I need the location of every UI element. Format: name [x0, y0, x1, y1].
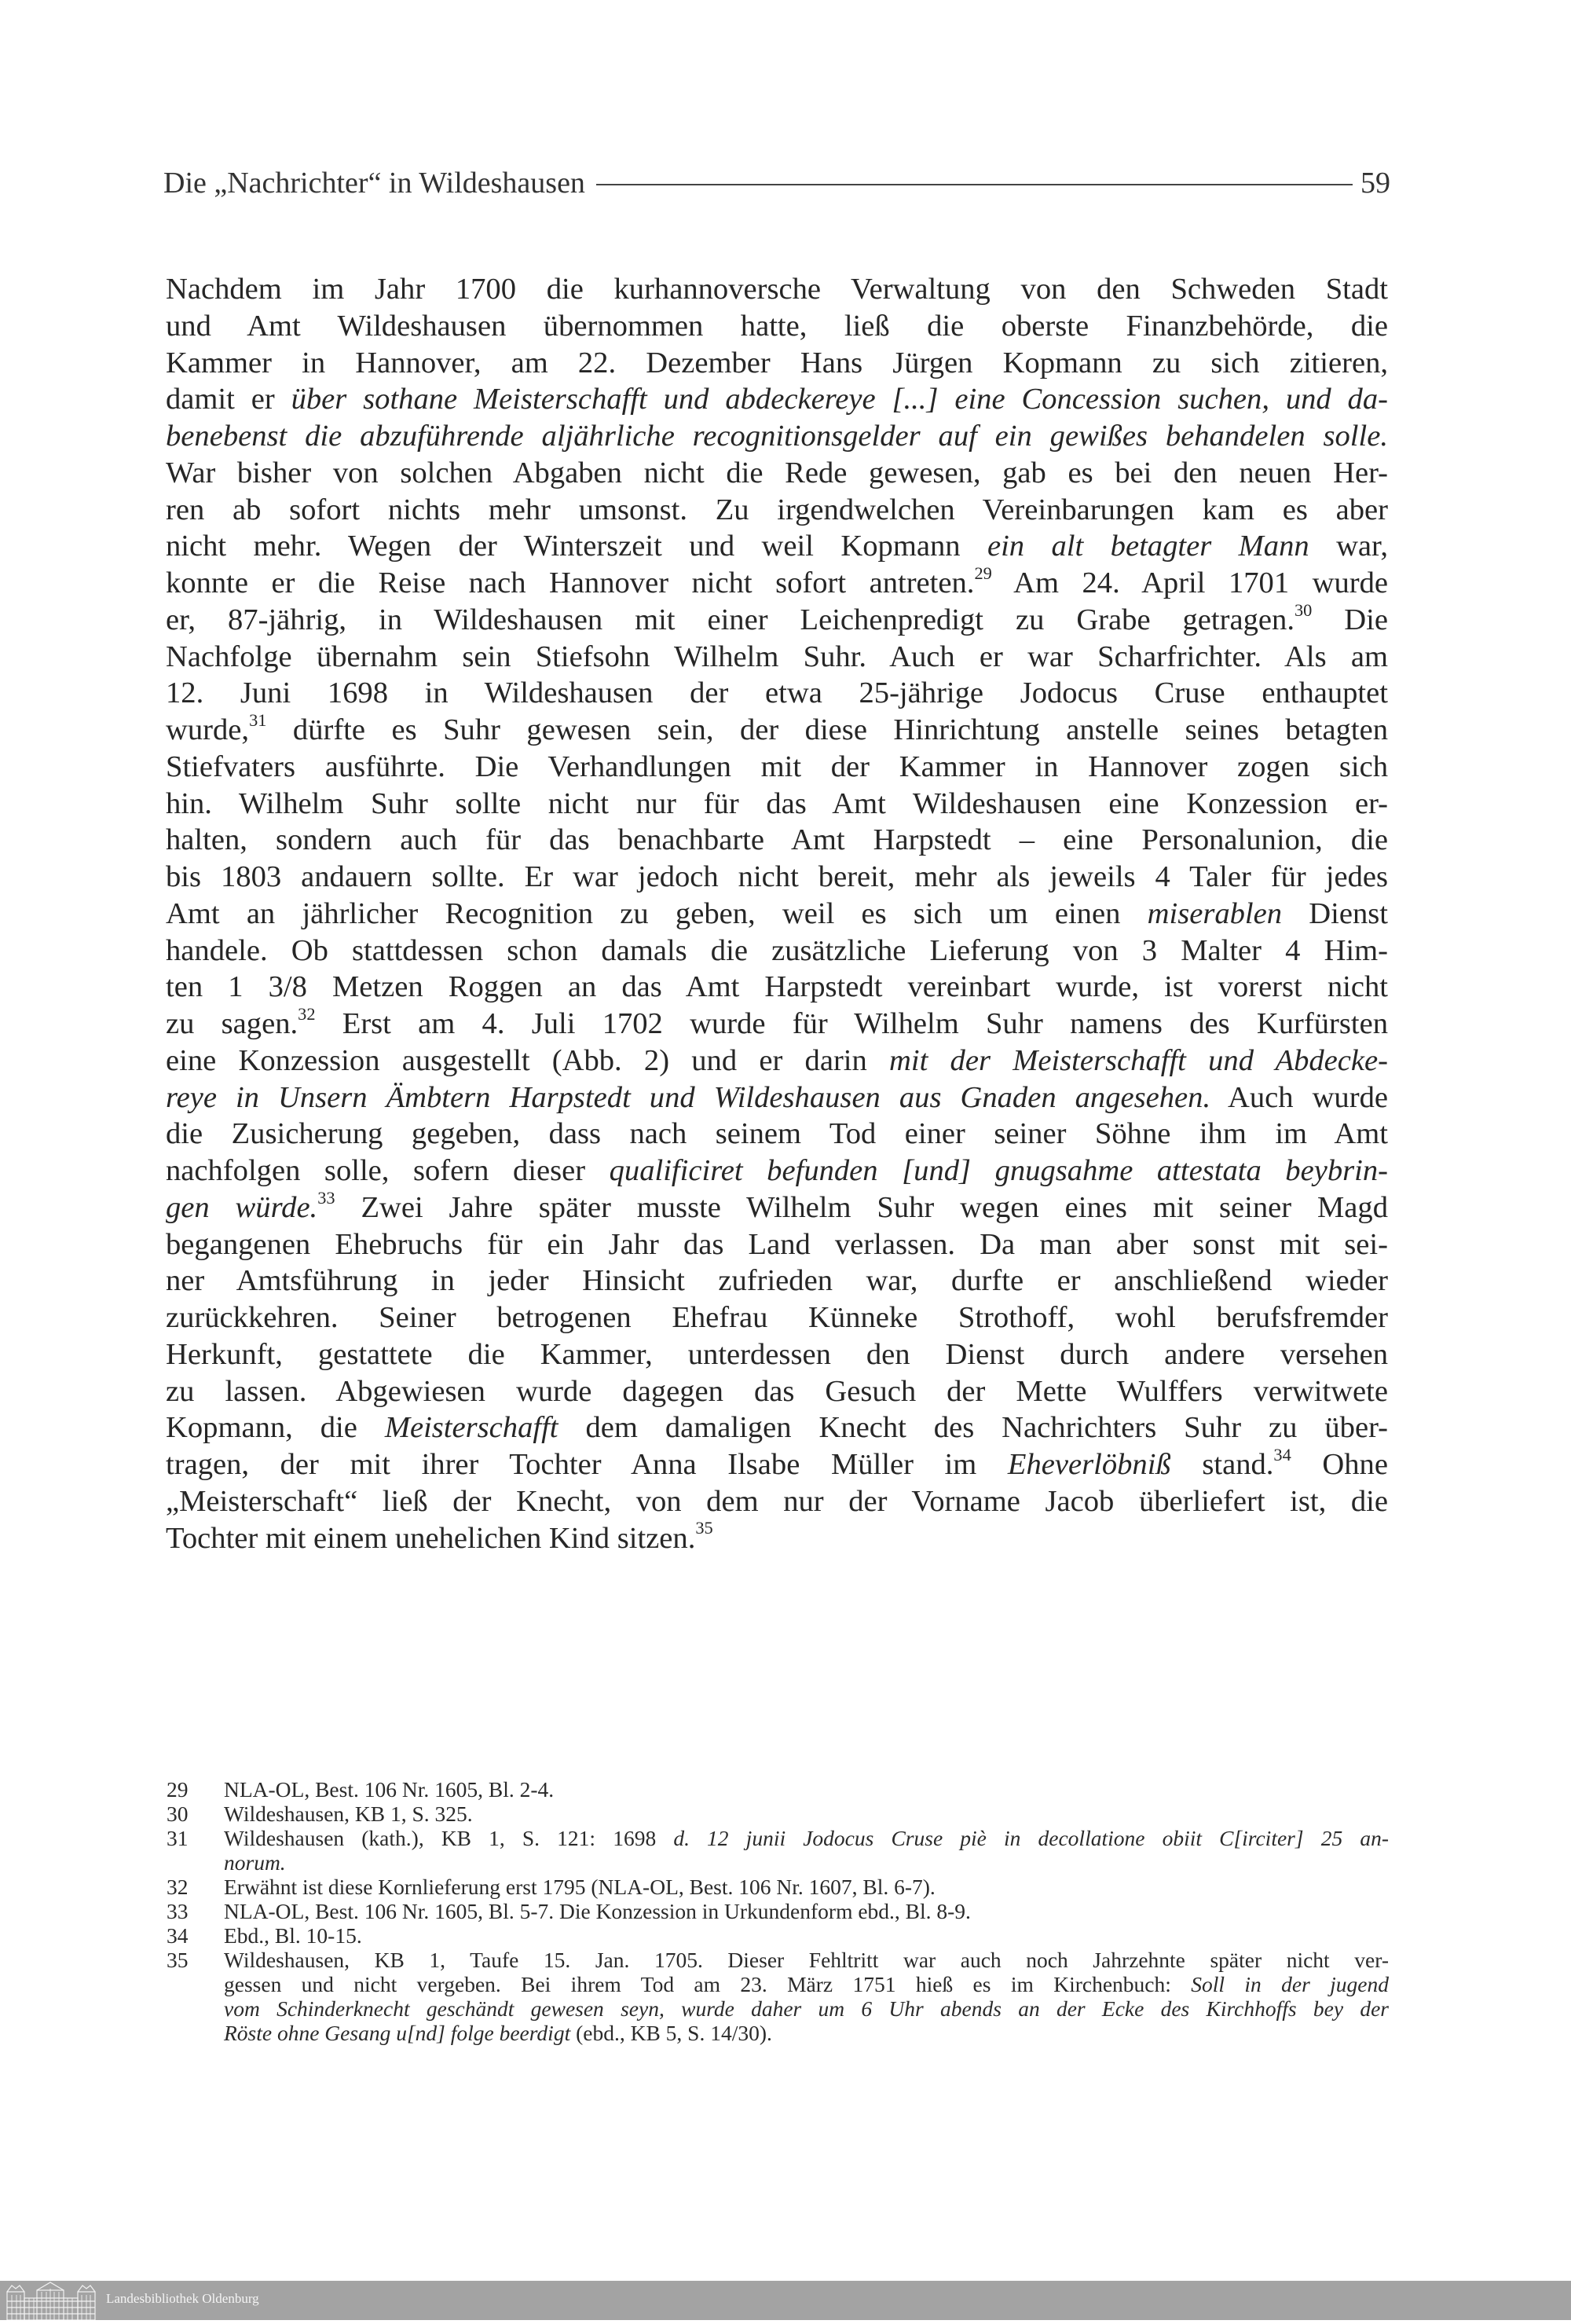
italic-quotation: miserablen [1147, 896, 1283, 930]
italic-quotation: vom Schinderknecht geschändt gewesen seyn, wurde daher um 6 Uhr abends an der Ecke des Kirchhoffs bey der [224, 1996, 1389, 2021]
text-run: Ebd., Bl. 10-15. [224, 1923, 362, 1948]
text-run: NLA-OL, Best. 106 Nr. 1605, Bl. 2-4. [224, 1777, 555, 1802]
footnote-line [224, 1875, 1389, 1899]
text-run: er, 87-jährig, in Wildeshausen mit einer Leichenpredigt zu Grabe getragen. [166, 603, 1295, 636]
text-run: dem damaligen Knecht des Nachrichters Suhr zu über- [558, 1411, 1388, 1445]
footnote-text [224, 1802, 1389, 1826]
footnote-32 [167, 1875, 1389, 1899]
footnotes [167, 1777, 1389, 2045]
text-run: 12. Juni 1698 in Wildeshausen der etwa 25-jährige Jodocus Cruse enthauptet [166, 676, 1388, 710]
running-head [163, 163, 1390, 203]
body-line [166, 1003, 1388, 1043]
footnote-line [224, 1972, 1389, 1996]
text-run: stand. [1170, 1448, 1274, 1481]
body-line [166, 1226, 1388, 1263]
footnote-text [224, 1875, 1389, 1899]
text-run: Stiefvaters ausführte. Die Verhandlungen mit der Kammer in Hannover zogen sich [166, 750, 1388, 783]
body-line [166, 271, 1388, 308]
footnote-number: 34 [167, 1923, 189, 1948]
footnote-text [224, 1948, 1389, 2045]
body-line [166, 1336, 1388, 1373]
footnote-reference: 35 [695, 1518, 713, 1538]
text-run: Wildeshausen, KB 1, Taufe 15. Jan. 1705. Dieser Fehltritt war auch noch Jahrzehnte später nicht ver- [224, 1948, 1389, 1972]
body-line [166, 308, 1388, 345]
footnote-number: 35 [167, 1948, 189, 1972]
body-line [166, 896, 1388, 933]
footnote-line [224, 1850, 1389, 1875]
footnote-line [224, 1996, 1389, 2021]
footnote-30 [167, 1802, 1389, 1826]
body-line [166, 418, 1388, 455]
text-run: Dienst [1282, 896, 1388, 930]
text-run: NLA-OL, Best. 106 Nr. 1605, Bl. 5-7. Die Konzession in Urkundenform ebd., Bl. 8-9. [224, 1899, 971, 1923]
body-line [166, 786, 1388, 823]
footnote-line [224, 1802, 1389, 1826]
italic-quotation: Meisterschafft [384, 1411, 558, 1445]
body-line [166, 1483, 1388, 1520]
footnote-reference: 31 [249, 709, 267, 730]
footnote-reference: 34 [1273, 1444, 1291, 1464]
text-run: Erst am 4. Juli 1702 wurde für Wilhelm Suhr namens des Kurfürsten [315, 1007, 1388, 1040]
body-line [166, 528, 1388, 565]
text-run: ren ab sofort nichts mehr umsonst. Zu irgendwelchen Vereinbarungen kam es aber [166, 493, 1388, 526]
text-run: tragen, der mit ihrer Tochter Anna Ilsabe Müller im [166, 1448, 1008, 1481]
footnote-text [224, 1923, 1389, 1948]
body-line [166, 1299, 1388, 1336]
footnote-reference: 29 [974, 563, 992, 583]
italic-quotation: qualificiret befunden [und] gnugsahme attestata beybrin- [609, 1154, 1388, 1187]
italic-quotation: über sothane Meisterschafft und abdeckereye [...] eine Concession suchen, und da- [291, 383, 1388, 416]
text-run: Ohne [1291, 1448, 1388, 1481]
footnote-text [224, 1777, 1389, 1802]
text-run: Tochter mit einem unehelichen Kind sitzen. [166, 1521, 696, 1555]
italic-quotation: Soll in der jugend [1191, 1972, 1389, 1996]
body-line [166, 455, 1388, 492]
text-run: hin. Wilhelm Suhr sollte nicht nur für das Amt Wildeshausen eine Konzession er- [166, 786, 1388, 820]
footnote-reference: 30 [1294, 599, 1313, 620]
text-run: gessen und nicht vergeben. Bei ihrem Tod am 23. März 1751 hieß es im Kirchenbuch: [224, 1972, 1192, 1996]
text-run: Nachfolge übernahm sein Stiefsohn Wilhelm Suhr. Auch er war Scharfrichter. Als am [166, 640, 1388, 673]
body-line [166, 1189, 1388, 1226]
footnote-line [224, 1948, 1389, 1972]
text-run: und Amt Wildeshausen übernommen hatte, ließ die oberste Finanzbehörde, die [166, 309, 1388, 343]
italic-quotation: mit der Meisterschafft und Abdecke- [889, 1043, 1388, 1077]
text-run: War bisher von solchen Abgaben nicht die Rede gewesen, gab es bei den neuen Her- [166, 456, 1388, 489]
body-line [166, 345, 1388, 382]
text-run: dürfte es Suhr gewesen sein, der diese Hinrichtung anstelle seines betagten [266, 713, 1388, 746]
footnote-33 [167, 1899, 1389, 1923]
text-run: Die [1312, 603, 1388, 636]
text-run: Amt an jährlicher Recognition zu geben, weil es sich um einen [166, 896, 1148, 930]
body-line [166, 1373, 1388, 1410]
text-run: Zwei Jahre später musste Wilhelm Suhr wegen eines mit seiner Magd [335, 1190, 1388, 1224]
italic-quotation: ein alt betagter Mann [987, 530, 1309, 563]
body-line [166, 1263, 1388, 1299]
footnote-number: 29 [167, 1777, 189, 1802]
footnote-line [224, 2021, 1389, 2045]
text-run: begangenen Ehebruchs für ein Jahr das Land verlassen. Da man aber sonst mit sei- [166, 1227, 1388, 1261]
text-run: Herkunft, gestattete die Kammer, unterdessen den Dienst durch andere versehen [166, 1337, 1388, 1371]
text-run: zu sagen. [166, 1007, 298, 1040]
body-line [166, 381, 1388, 418]
footnote-29 [167, 1777, 1389, 1802]
text-run: eine Konzession ausgestellt (Abb. 2) und er darin [166, 1043, 890, 1077]
text-run: damit er [166, 383, 291, 416]
footnote-31 [167, 1826, 1389, 1875]
body-line [166, 599, 1388, 639]
italic-quotation: Eheverlöbniß [1007, 1448, 1171, 1481]
footnote-number: 31 [167, 1826, 189, 1850]
body-line [166, 675, 1388, 712]
text-run: Erwähnt ist diese Kornlieferung erst 1795 (NLA-OL, Best. 106 Nr. 1607, Bl. 6-7). [224, 1875, 936, 1899]
italic-quotation: norum. [224, 1850, 286, 1875]
footnote-34 [167, 1923, 1389, 1948]
body-line [166, 1043, 1388, 1080]
text-run: Nachdem im Jahr 1700 die kurhannoversche Verwaltung von den Schweden Stadt [166, 273, 1388, 306]
italic-quotation: benebenst die abzuführende aljährliche recognitionsgelder auf ein gewißes behandelen solle. [166, 420, 1388, 453]
running-title: Die „Nachrichter“ in Wildeshausen [163, 167, 585, 200]
footnote-text [224, 1826, 1389, 1875]
body-line [166, 1116, 1388, 1153]
body-line [166, 749, 1388, 786]
footnote-number: 32 [167, 1875, 189, 1899]
text-run: halten, sondern auch für das benachbarte Amt Harpstedt – eine Personalunion, die [166, 823, 1388, 857]
text-run: nicht mehr. Wegen der Winterszeit und weil Kopmann [166, 530, 987, 563]
text-run: bis 1803 andauern sollte. Er war jedoch nicht bereit, mehr als jeweils 4 Taler für jedes [166, 860, 1388, 893]
body-line [166, 565, 1388, 602]
footnote-line [224, 1826, 1389, 1850]
text-run: handele. Ob stattdessen schon damals die zusätzliche Lieferung von 3 Malter 4 Him- [166, 933, 1388, 967]
body-line [166, 639, 1388, 676]
text-run: ner Amtsführung in jeder Hinsicht zufrieden war, durfte er anschließend wieder [166, 1264, 1388, 1298]
footnote-reference: 32 [298, 1003, 316, 1024]
body-line [166, 969, 1388, 1006]
footnote-text [224, 1899, 1389, 1923]
footnote-line [224, 1923, 1389, 1948]
body-line [166, 1080, 1388, 1116]
body-text [166, 271, 1388, 1556]
text-run: ten 1 3/8 Metzen Roggen an das Amt Harpstedt vereinbart wurde, ist vorerst nicht [166, 970, 1388, 1004]
text-run: Auch wurde [1210, 1080, 1388, 1114]
italic-quotation: reye in Unsern Ämbtern Harpstedt und Wildeshausen aus Gnaden angesehen. [166, 1080, 1211, 1114]
body-line [166, 859, 1388, 896]
library-name: Landesbibliothek Oldenburg [106, 2291, 259, 2306]
text-run: (ebd., KB 5, S. 14/30). [570, 2021, 772, 2045]
library-building-icon [5, 2281, 98, 2320]
header-rule [596, 184, 1353, 185]
footnote-reference: 33 [317, 1187, 335, 1208]
body-line [166, 1520, 1388, 1557]
text-run: wurde, [166, 713, 250, 746]
body-line [166, 822, 1388, 859]
text-run: zurückkehren. Seiner betrogenen Ehefrau Künneke Strothoff, wohl berufsfremder [166, 1301, 1388, 1334]
footnote-number: 30 [167, 1802, 189, 1826]
body-line [166, 709, 1388, 749]
body-line [166, 1153, 1388, 1189]
text-run: Kammer in Hannover, am 22. Dezember Hans Jürgen Kopmann zu sich zitieren, [166, 346, 1388, 379]
body-line [166, 1409, 1388, 1446]
footnote-number: 33 [167, 1899, 189, 1923]
page-number: 59 [1360, 167, 1390, 200]
body-line [166, 492, 1388, 529]
text-run: „Meisterschaft“ ließ der Knecht, von dem nur der Vorname Jacob überliefert ist, die [166, 1484, 1388, 1518]
text-run: Wildeshausen, KB 1, S. 325. [224, 1802, 473, 1826]
text-run: Am 24. April 1701 wurde [991, 566, 1388, 599]
italic-quotation: Röste ohne Gesang u[nd] folge beerdigt [224, 2021, 571, 2045]
text-run: die Zusicherung gegeben, dass nach seinem Tod einer seiner Söhne ihm im Amt [166, 1117, 1388, 1151]
text-run: konnte er die Reise nach Hannover nicht sofort antreten. [166, 566, 975, 599]
text-run: war, [1309, 530, 1389, 563]
italic-quotation: d. 12 junii Jodocus Cruse piè in decollatione obiit C[irciter] 25 an- [673, 1826, 1389, 1850]
body-line [166, 933, 1388, 970]
footnote-line [224, 1777, 1389, 1802]
body-line [166, 1446, 1388, 1483]
library-footer-bar [0, 2281, 1571, 2320]
text-run: Wildeshausen (kath.), KB 1, S. 121: 1698 [224, 1826, 674, 1850]
italic-quotation: gen würde. [166, 1190, 318, 1224]
text-run: Kopmann, die [166, 1411, 385, 1445]
text-run: zu lassen. Abgewiesen wurde dagegen das Gesuch der Mette Wulffers verwitwete [166, 1374, 1388, 1408]
footnote-35 [167, 1948, 1389, 2045]
footnote-line [224, 1899, 1389, 1923]
text-run: nachfolgen solle, sofern dieser [166, 1154, 610, 1187]
